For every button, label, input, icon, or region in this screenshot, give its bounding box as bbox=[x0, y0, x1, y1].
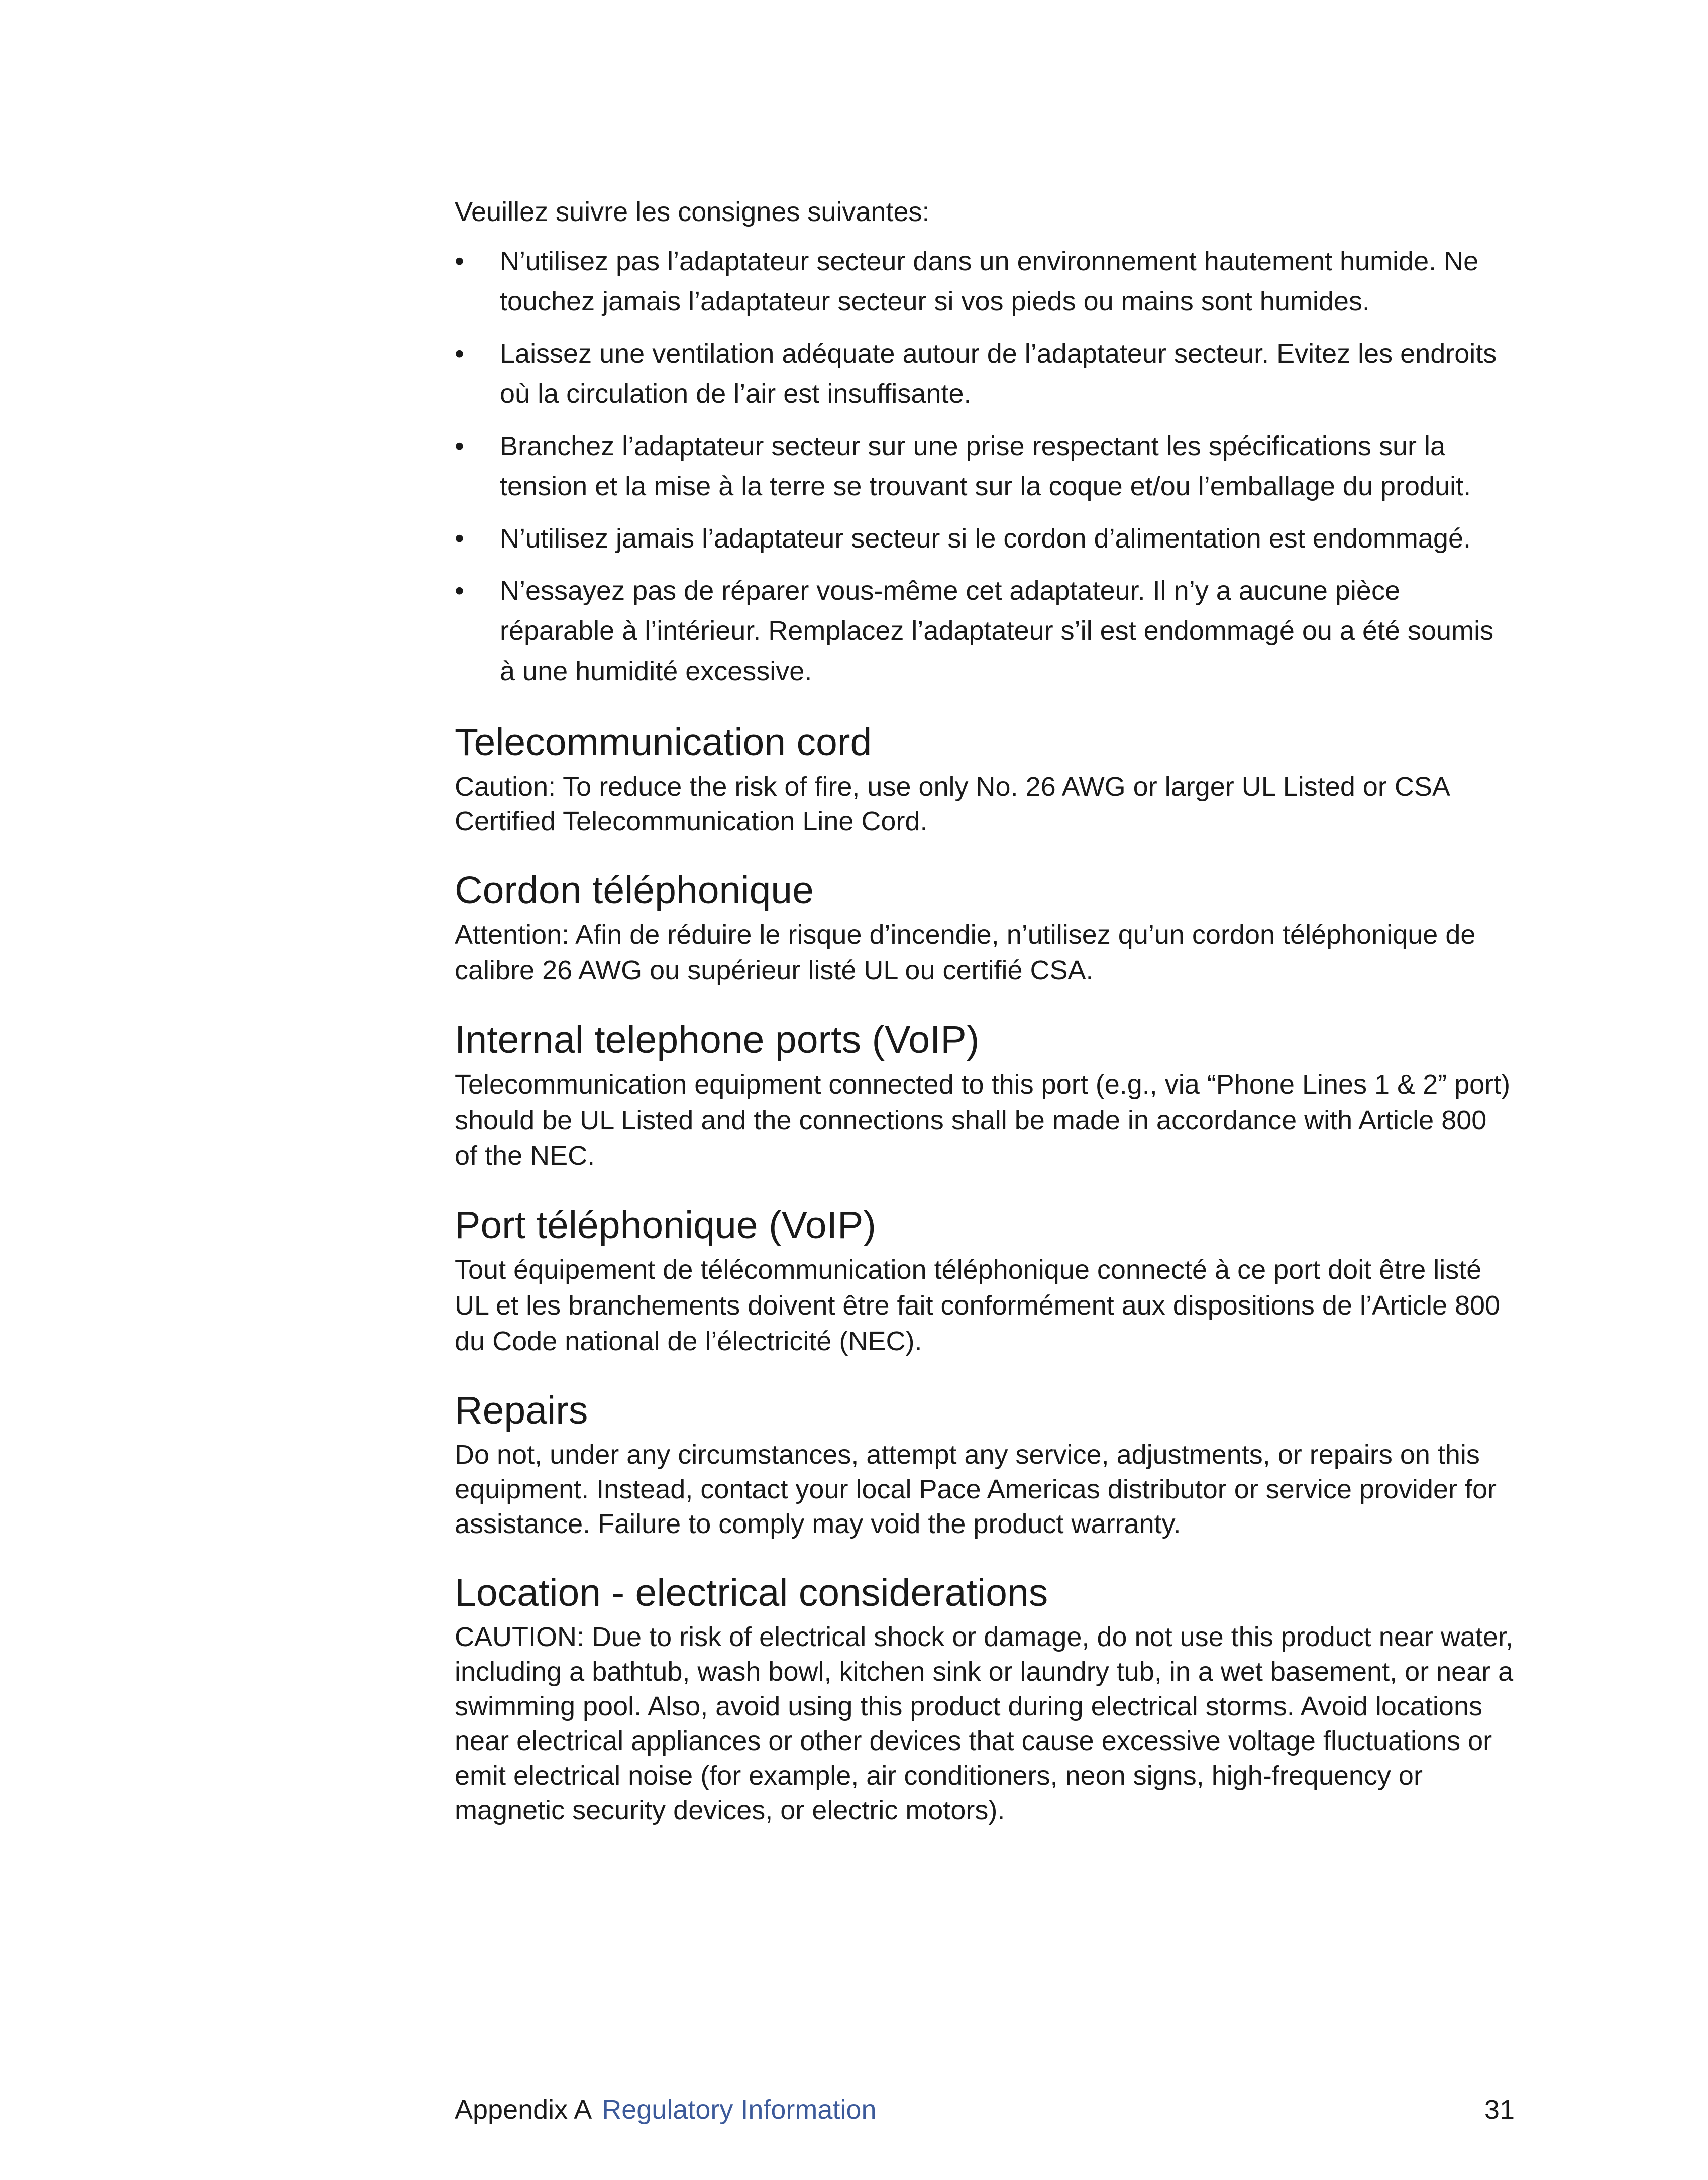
section-port-telephonique bbox=[455, 1200, 1515, 1359]
guideline-list bbox=[455, 241, 1515, 691]
list-item bbox=[455, 426, 1515, 506]
section-body: Do not, under any circumstances, attempt any service, adjustments, or repairs on this equipment. Instead, contact your local Pace Americas distributor or service provider for assistance. Failure to comply may void the product warranty. bbox=[455, 1440, 1497, 1539]
section-body: Caution: To reduce the risk of fire, use only No. 26 AWG or larger UL Listed or CSA Certified Telecommunication Line Cord. bbox=[455, 772, 1449, 836]
section-heading: Port téléphonique (VoIP) bbox=[455, 1204, 876, 1247]
bullet-icon: • bbox=[455, 246, 464, 276]
section-heading: Telecommunication cord bbox=[455, 721, 872, 764]
section-heading: Internal telephone ports (VoIP) bbox=[455, 1018, 980, 1061]
intro-text: Veuillez suivre les consignes suivantes: bbox=[455, 197, 930, 227]
page-footer bbox=[455, 2092, 1515, 2127]
section-body: Attention: Afin de réduire le risque d’incendie, n’utilisez qu’un cordon téléphonique de calibre 26 AWG ou supérieur listé UL ou certifié CSA. bbox=[455, 920, 1476, 986]
section-heading: Repairs bbox=[455, 1389, 588, 1432]
section-heading: Cordon téléphonique bbox=[455, 868, 814, 912]
list-item-text: Laissez une ventilation adéquate autour de l’adaptateur secteur. Evitez les endroits où la circulation de l’air est insuffisante. bbox=[500, 339, 1497, 409]
section-body: Tout équipement de télécommunication téléphonique connecté à ce port doit être listé UL et les branchements doivent être fait conformément aux dispositions de l’Article 800 du Code national de l’électricité (NEC). bbox=[455, 1255, 1501, 1356]
footer-appendix-label: Appendix A bbox=[455, 2095, 592, 2125]
page-content bbox=[455, 192, 1515, 1828]
list-item-text: N’utilisez pas l’adaptateur secteur dans un environnement hautement humide. Ne touchez jamais l’adaptateur secteur si vos pieds ou mains sont humides. bbox=[500, 246, 1479, 316]
section-cordon-telephonique bbox=[455, 865, 1515, 989]
footer-chapter-link[interactable]: Regulatory Information bbox=[602, 2095, 877, 2125]
list-item bbox=[455, 571, 1515, 691]
section-location-electrical bbox=[455, 1568, 1515, 1828]
bullet-icon: • bbox=[455, 576, 464, 606]
section-body: CAUTION: Due to risk of electrical shock or damage, do not use this product near water, including a bathtub, wash bowl, kitchen sink or laundry tub, in a wet basement, or near a swimming pool. Also, avoid using this product during electrical storms. Avoid locations near electrical appliances or other devices that cause excessive voltage fluctuations or emit electrical noise (for example, air conditioners, neon signs, high-frequency or magnetic security devices, or electric motors). bbox=[455, 1622, 1514, 1825]
bullet-icon: • bbox=[455, 431, 464, 461]
list-item bbox=[455, 241, 1515, 321]
list-item-text: N’essayez pas de réparer vous-même cet adaptateur. Il n’y a aucune pièce réparable à l’intérieur. Remplacez l’adaptateur s’il est endommagé ou a été soumis à une humidité excessive. bbox=[500, 576, 1494, 686]
section-internal-telephone-ports bbox=[455, 1015, 1515, 1174]
list-item-text: Branchez l’adaptateur secteur sur une prise respectant les spécifications sur la tension et la mise à la terre se trouvant sur la coque et/ou l’emballage du produit. bbox=[500, 431, 1471, 501]
list-item bbox=[455, 334, 1515, 414]
section-heading: Location - electrical considerations bbox=[455, 1571, 1048, 1614]
bullet-icon: • bbox=[455, 339, 464, 369]
page-number: 31 bbox=[1484, 2095, 1515, 2125]
list-item-text: N’utilisez jamais l’adaptateur secteur si le cordon d’alimentation est endommagé. bbox=[500, 523, 1471, 554]
bullet-icon: • bbox=[455, 523, 464, 554]
section-telecommunication-cord bbox=[455, 717, 1515, 839]
list-item bbox=[455, 518, 1515, 559]
section-repairs bbox=[455, 1385, 1515, 1542]
section-body: Telecommunication equipment connected to this port (e.g., via “Phone Lines 1 & 2” port) should be UL Listed and the connections shall be made in accordance with Article 800 of the NEC. bbox=[455, 1069, 1511, 1171]
